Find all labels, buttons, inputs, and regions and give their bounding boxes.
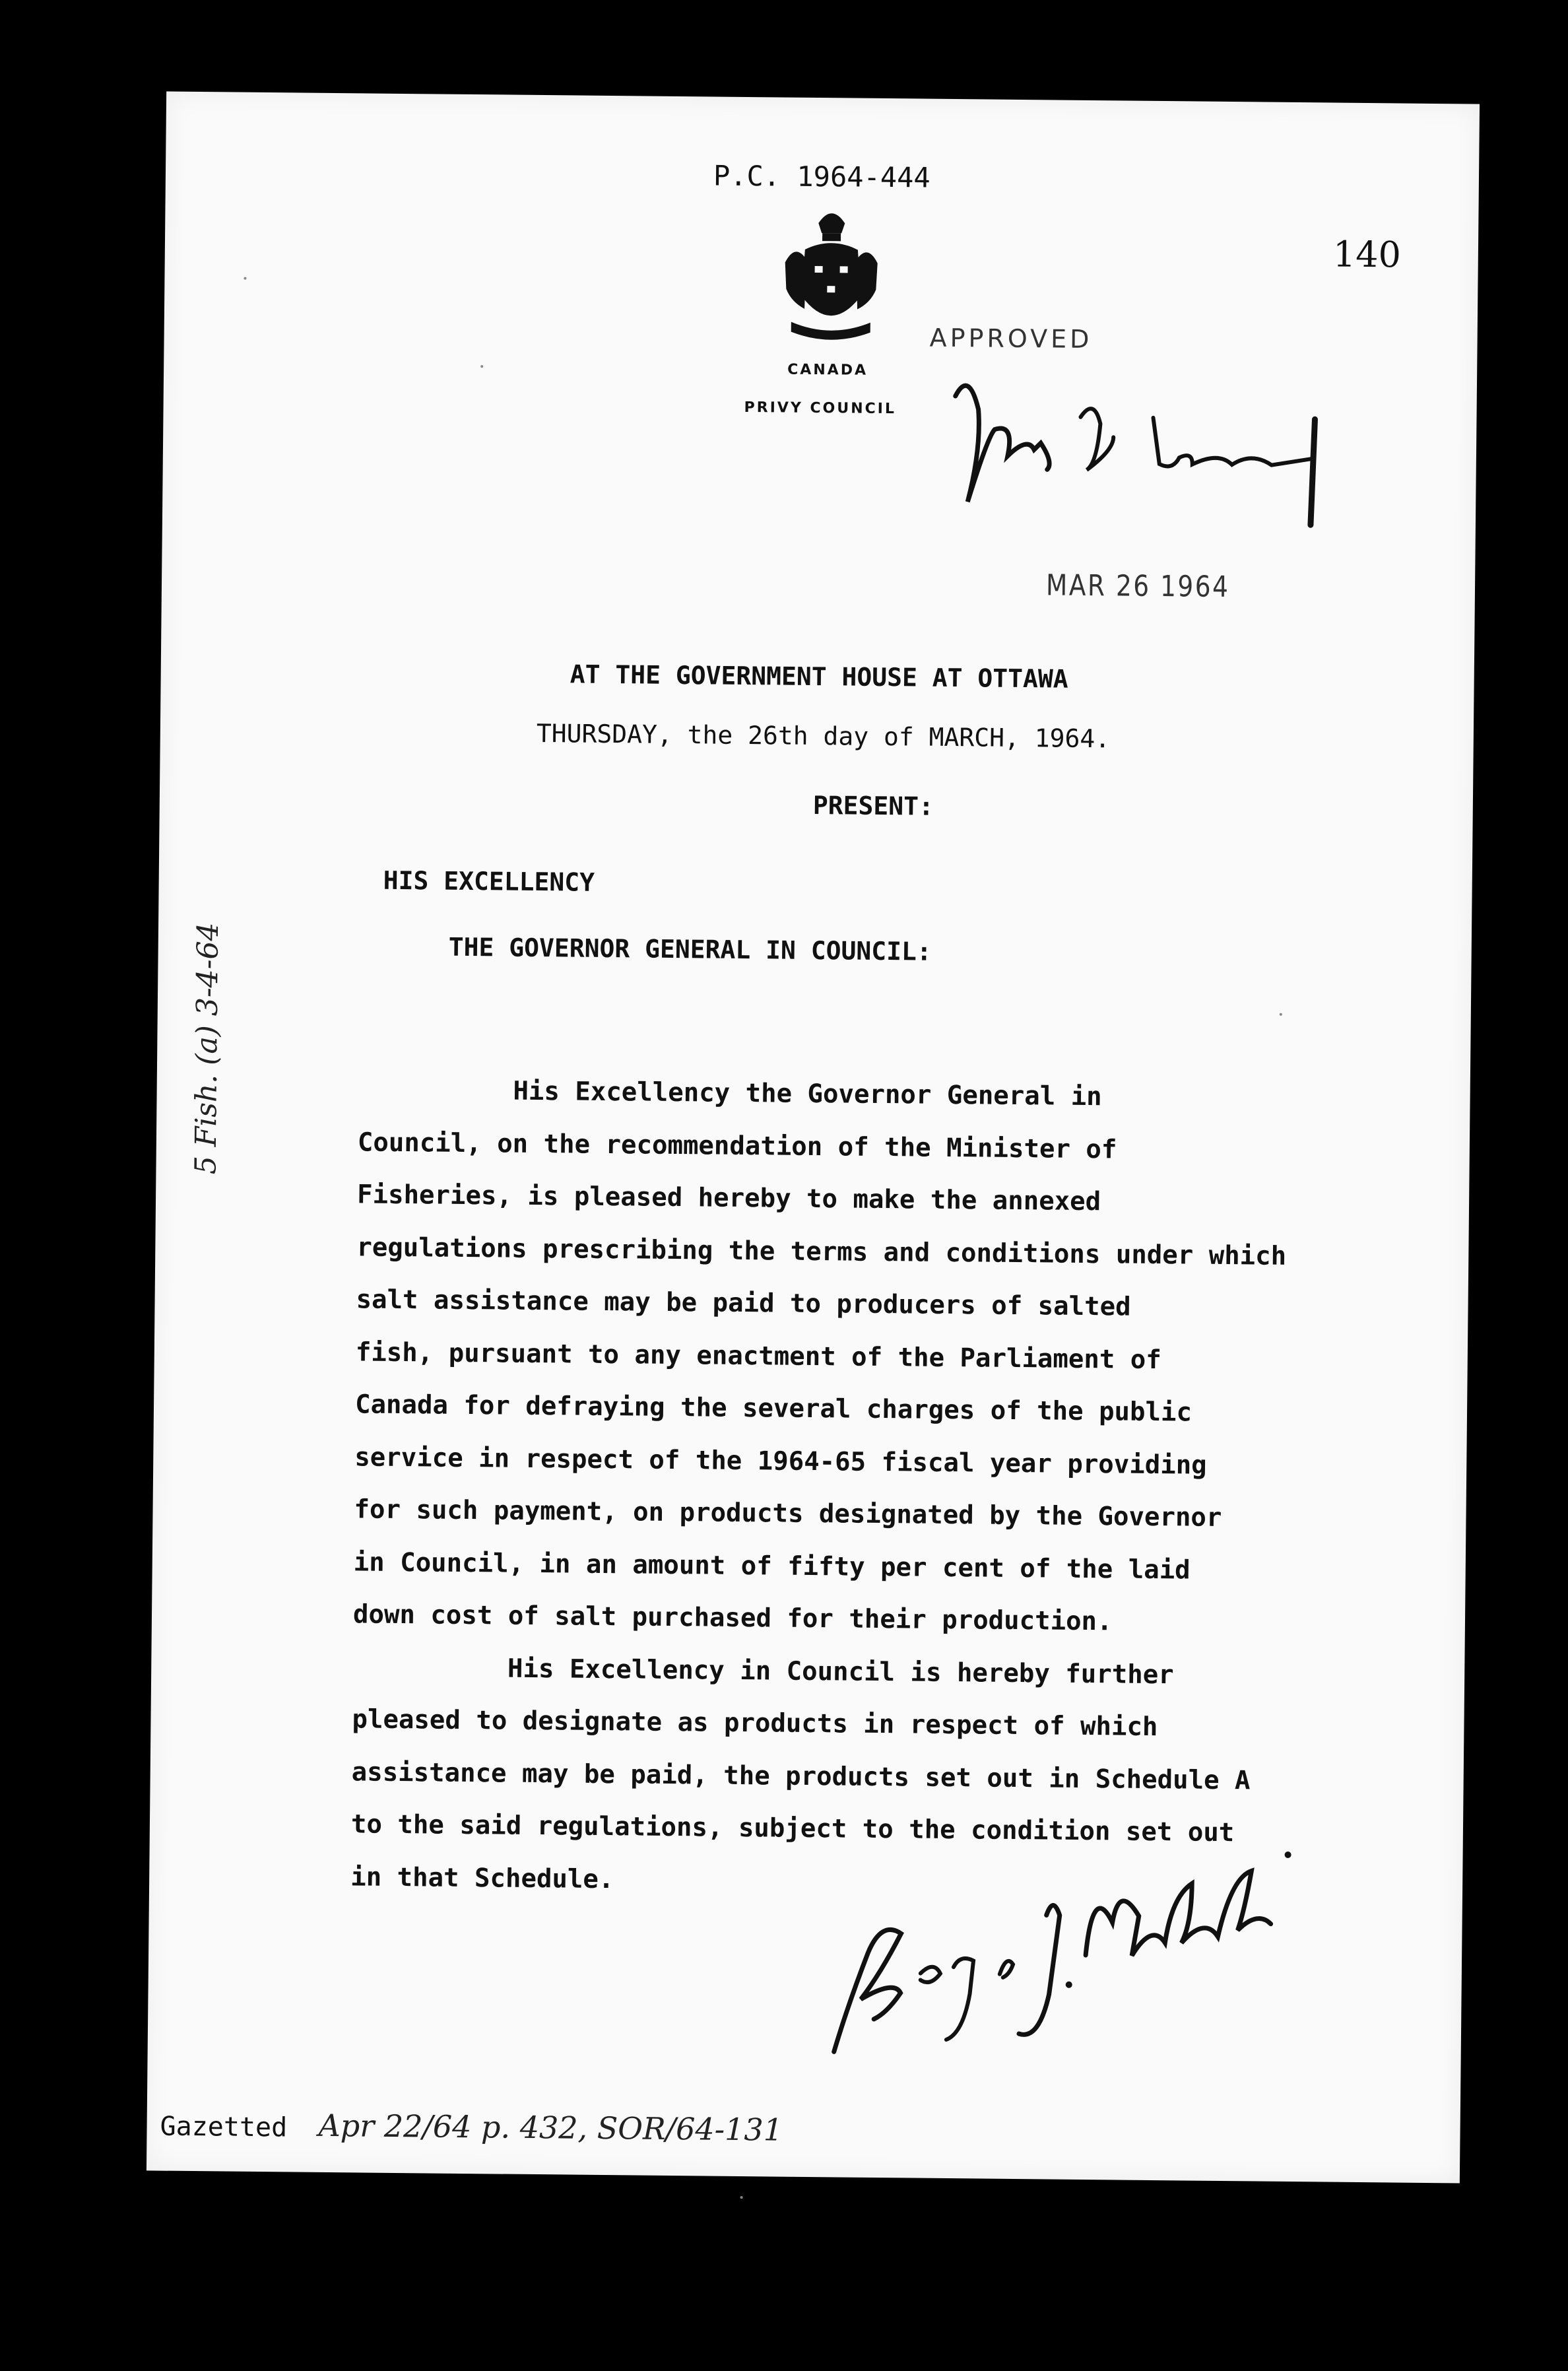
governor-general-label: THE GOVERNOR GENERAL IN COUNCIL: <box>448 932 932 966</box>
gazetted-label: Gazetted <box>160 2111 288 2143</box>
date-line: THURSDAY, the 26th day of MARCH, 1964. <box>536 718 1111 754</box>
body-line: for such payment, on products designated by the Governor <box>354 1494 1222 1533</box>
approval-signature-icon <box>941 370 1352 532</box>
body-line: His Excellency the Governor General in <box>358 1075 1102 1112</box>
page-number: 140 <box>1332 233 1402 276</box>
coat-of-arms-icon <box>777 203 884 349</box>
body-line: Canada for defraying the several charges of the public <box>354 1389 1192 1428</box>
body-line: His Excellency in Council is hereby further <box>352 1652 1174 1690</box>
his-excellency-label: HIS EXCELLENCY <box>383 865 595 897</box>
body-line: regulations prescribing the terms and conditions under which <box>356 1232 1287 1271</box>
paper-speck <box>480 365 483 368</box>
date-stamp: MAR 26 1964 <box>1045 568 1230 605</box>
body-line: Fisheries, is pleased hereby to make the annexed <box>356 1180 1101 1217</box>
document-page <box>147 92 1480 2184</box>
body-line: Council, on the recommendation of the Minister of <box>357 1127 1117 1164</box>
paper-speck <box>740 2196 743 2199</box>
body-line: assistance may be paid, the products set out in Schedule A <box>351 1756 1251 1795</box>
clerk-signature-icon <box>821 1840 1298 2063</box>
gazetted-note: Apr 22/64 p. 432, SOR/64-131 <box>318 2107 783 2148</box>
body-line: pleased to designate as products in respect of which <box>352 1704 1158 1743</box>
body-line: in that Schedule. <box>350 1861 614 1894</box>
body-line: fish, pursuant to any enactment of the Parliament of <box>355 1337 1161 1375</box>
pc-number: P.C. 1964-444 <box>713 159 931 194</box>
body-line: service in respect of the 1964-65 fiscal year providing <box>354 1442 1207 1481</box>
crest-caption-canada: CANADA <box>787 361 868 379</box>
body-line: salt assistance may be paid to producers of salted <box>356 1285 1131 1322</box>
approved-stamp: APPROVED <box>929 323 1093 354</box>
crest-caption-privy-council: PRIVY COUNCIL <box>744 399 897 418</box>
body-line: in Council, in an amount of fifty per cent of the laid <box>353 1547 1191 1586</box>
margin-note: 5 Fish. (a) 3-4-64 <box>189 922 226 1175</box>
body-line: down cost of salt purchased for their production. <box>352 1599 1113 1637</box>
paper-speck <box>1280 1013 1282 1016</box>
present-label: PRESENT: <box>812 790 934 821</box>
order-body-text <box>350 1063 1288 1912</box>
body-line: to the said regulations, subject to the condition set out <box>350 1809 1235 1848</box>
paper-speck <box>244 277 246 280</box>
document-heading: AT THE GOVERNMENT HOUSE AT OTTAWA <box>570 659 1068 694</box>
